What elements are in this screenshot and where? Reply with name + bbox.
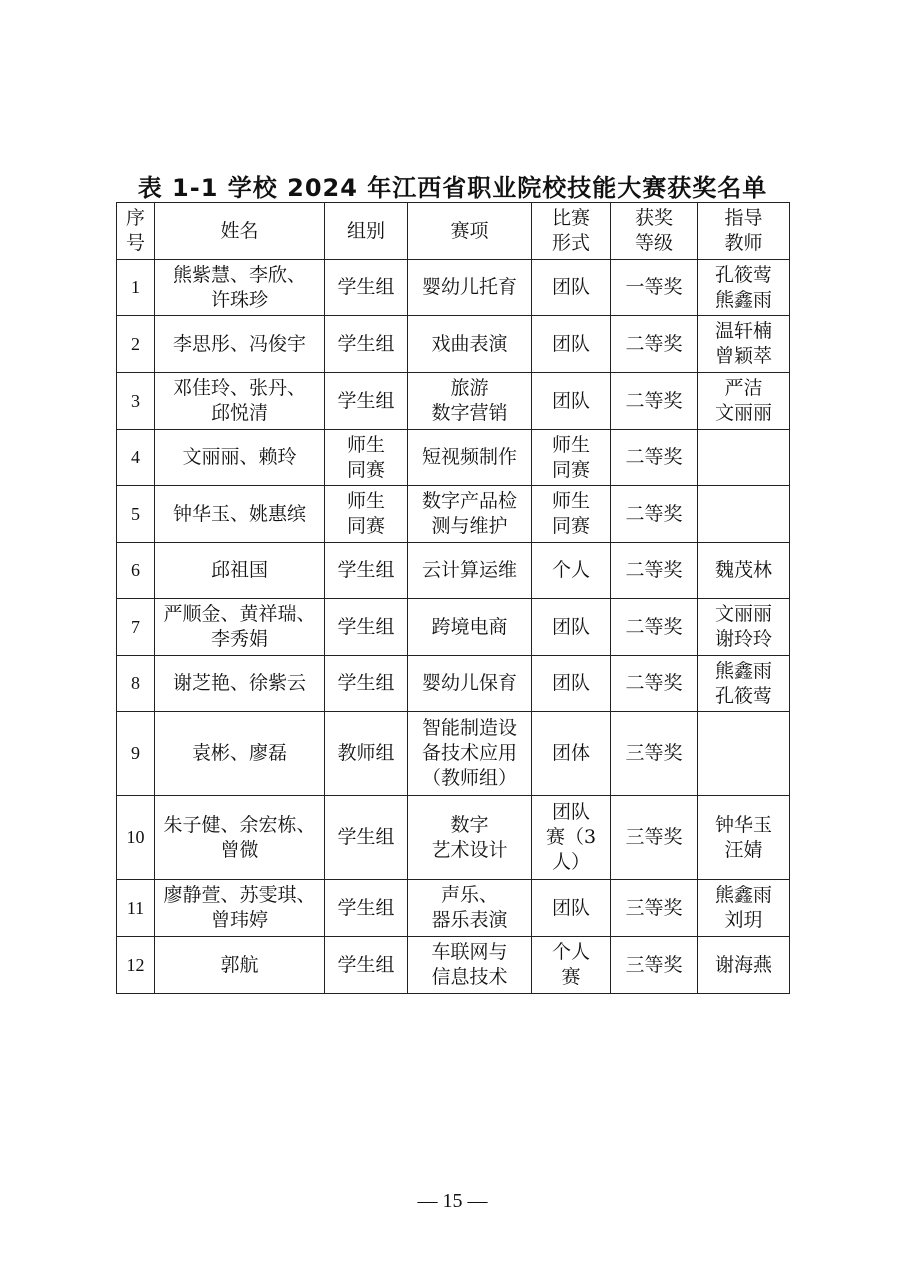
cell-index: 12 bbox=[117, 937, 155, 994]
col-header-index: 序 号 bbox=[117, 203, 155, 260]
cell-index: 8 bbox=[117, 656, 155, 712]
cell-format: 师生 同赛 bbox=[532, 430, 611, 486]
cell-event: 跨境电商 bbox=[408, 599, 532, 656]
cell-format: 团队 bbox=[532, 316, 611, 373]
cell-teacher: 熊鑫雨 孔筱莺 bbox=[698, 656, 790, 712]
cell-format: 团体 bbox=[532, 712, 611, 796]
cell-award: 三等奖 bbox=[611, 712, 698, 796]
cell-event: 婴幼儿托育 bbox=[408, 260, 532, 316]
cell-group: 学生组 bbox=[325, 316, 408, 373]
cell-index: 5 bbox=[117, 486, 155, 543]
cell-index: 4 bbox=[117, 430, 155, 486]
cell-teacher: 熊鑫雨 刘玥 bbox=[698, 880, 790, 937]
cell-format: 团队 bbox=[532, 260, 611, 316]
cell-index: 6 bbox=[117, 543, 155, 599]
cell-group: 学生组 bbox=[325, 880, 408, 937]
cell-format: 团队 bbox=[532, 656, 611, 712]
table-row bbox=[117, 656, 790, 712]
cell-award: 三等奖 bbox=[611, 937, 698, 994]
cell-group: 学生组 bbox=[325, 260, 408, 316]
table-row bbox=[117, 796, 790, 880]
cell-index: 9 bbox=[117, 712, 155, 796]
cell-index: 2 bbox=[117, 316, 155, 373]
table-row bbox=[117, 599, 790, 656]
cell-group: 学生组 bbox=[325, 796, 408, 880]
cell-index: 1 bbox=[117, 260, 155, 316]
page-number: — 15 — bbox=[417, 1190, 488, 1212]
cell-event: 数字 艺术设计 bbox=[408, 796, 532, 880]
col-header-format: 比赛 形式 bbox=[532, 203, 611, 260]
cell-event: 戏曲表演 bbox=[408, 316, 532, 373]
table-row bbox=[117, 543, 790, 599]
cell-award: 二等奖 bbox=[611, 373, 698, 430]
cell-format: 团队 赛（3 人） bbox=[532, 796, 611, 880]
table-row bbox=[117, 712, 790, 796]
header-row bbox=[117, 203, 790, 260]
award-table bbox=[116, 202, 790, 994]
cell-teacher: 魏茂林 bbox=[698, 543, 790, 599]
cell-award: 三等奖 bbox=[611, 796, 698, 880]
cell-group: 学生组 bbox=[325, 656, 408, 712]
cell-name: 严顺金、黄祥瑞、 李秀娟 bbox=[155, 599, 325, 656]
cell-teacher bbox=[698, 712, 790, 796]
cell-format: 个人 赛 bbox=[532, 937, 611, 994]
cell-teacher: 文丽丽 谢玲玲 bbox=[698, 599, 790, 656]
cell-award: 二等奖 bbox=[611, 599, 698, 656]
cell-group: 教师组 bbox=[325, 712, 408, 796]
cell-teacher: 严洁 文丽丽 bbox=[698, 373, 790, 430]
cell-event: 旅游 数字营销 bbox=[408, 373, 532, 430]
col-header-event: 赛项 bbox=[408, 203, 532, 260]
cell-award: 三等奖 bbox=[611, 880, 698, 937]
cell-teacher: 谢海燕 bbox=[698, 937, 790, 994]
cell-group: 学生组 bbox=[325, 543, 408, 599]
cell-name: 钟华玉、姚惠缤 bbox=[155, 486, 325, 543]
cell-teacher: 孔筱莺 熊鑫雨 bbox=[698, 260, 790, 316]
cell-event: 短视频制作 bbox=[408, 430, 532, 486]
cell-index: 11 bbox=[117, 880, 155, 937]
cell-teacher bbox=[698, 430, 790, 486]
cell-group: 学生组 bbox=[325, 937, 408, 994]
col-header-teacher: 指导 教师 bbox=[698, 203, 790, 260]
col-header-name: 姓名 bbox=[155, 203, 325, 260]
cell-name: 谢芝艳、徐紫云 bbox=[155, 656, 325, 712]
cell-format: 团队 bbox=[532, 880, 611, 937]
cell-award: 二等奖 bbox=[611, 430, 698, 486]
table-row bbox=[117, 937, 790, 994]
table-row bbox=[117, 430, 790, 486]
table-row bbox=[117, 373, 790, 430]
cell-award: 二等奖 bbox=[611, 486, 698, 543]
cell-award: 二等奖 bbox=[611, 656, 698, 712]
cell-index: 7 bbox=[117, 599, 155, 656]
cell-index: 10 bbox=[117, 796, 155, 880]
cell-group: 师生 同赛 bbox=[325, 486, 408, 543]
cell-name: 熊紫慧、李欣、 许珠珍 bbox=[155, 260, 325, 316]
cell-name: 邱祖国 bbox=[155, 543, 325, 599]
cell-event: 数字产品检 测与维护 bbox=[408, 486, 532, 543]
cell-teacher: 钟华玉 汪婧 bbox=[698, 796, 790, 880]
cell-event: 婴幼儿保育 bbox=[408, 656, 532, 712]
cell-format: 个人 bbox=[532, 543, 611, 599]
cell-award: 一等奖 bbox=[611, 260, 698, 316]
col-header-award: 获奖 等级 bbox=[611, 203, 698, 260]
cell-group: 师生 同赛 bbox=[325, 430, 408, 486]
cell-name: 邓佳玲、张丹、 邱悦清 bbox=[155, 373, 325, 430]
col-header-group: 组别 bbox=[325, 203, 408, 260]
cell-name: 李思彤、冯俊宇 bbox=[155, 316, 325, 373]
table-row bbox=[117, 260, 790, 316]
cell-event: 云计算运维 bbox=[408, 543, 532, 599]
cell-event: 智能制造设 备技术应用 （教师组） bbox=[408, 712, 532, 796]
cell-group: 学生组 bbox=[325, 373, 408, 430]
cell-index: 3 bbox=[117, 373, 155, 430]
cell-award: 二等奖 bbox=[611, 543, 698, 599]
cell-award: 二等奖 bbox=[611, 316, 698, 373]
cell-format: 师生 同赛 bbox=[532, 486, 611, 543]
cell-teacher: 温轩楠 曾颖萃 bbox=[698, 316, 790, 373]
cell-format: 团队 bbox=[532, 599, 611, 656]
cell-teacher bbox=[698, 486, 790, 543]
cell-name: 廖静萱、苏雯琪、 曾玮婷 bbox=[155, 880, 325, 937]
cell-format: 团队 bbox=[532, 373, 611, 430]
cell-name: 郭航 bbox=[155, 937, 325, 994]
cell-group: 学生组 bbox=[325, 599, 408, 656]
cell-name: 文丽丽、赖玲 bbox=[155, 430, 325, 486]
cell-event: 声乐、 器乐表演 bbox=[408, 880, 532, 937]
cell-event: 车联网与 信息技术 bbox=[408, 937, 532, 994]
table-row bbox=[117, 486, 790, 543]
cell-name: 袁彬、廖磊 bbox=[155, 712, 325, 796]
table-row bbox=[117, 880, 790, 937]
table-row bbox=[117, 316, 790, 373]
cell-name: 朱子健、余宏栋、 曾微 bbox=[155, 796, 325, 880]
table-title: 表 1-1 学校 2024 年江西省职业院校技能大赛获奖名单 bbox=[137, 174, 768, 202]
